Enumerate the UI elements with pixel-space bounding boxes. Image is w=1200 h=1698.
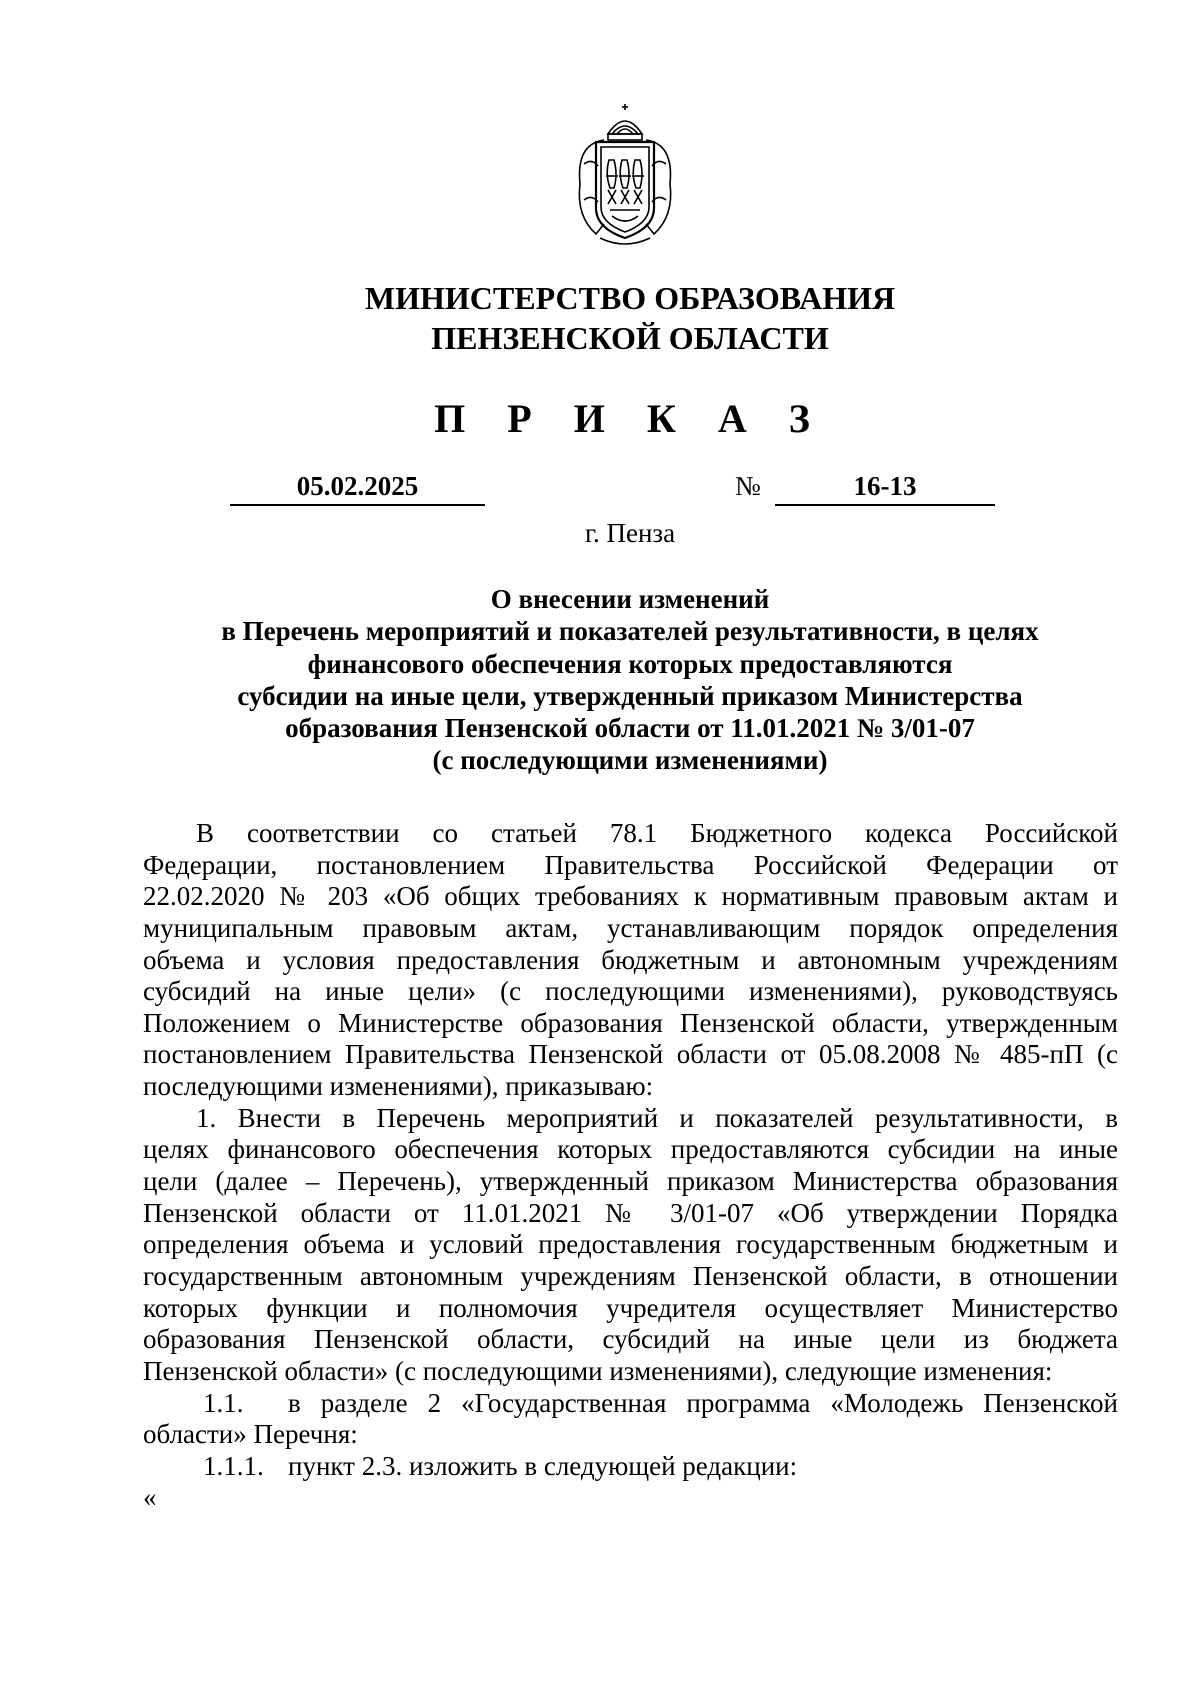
preamble-line: Федерации, постановлением Правительства Российской Федерации от xyxy=(143,849,1118,880)
subject-line: финансового обеспечения которых предоставляются xyxy=(307,648,953,679)
preamble-line: объема и условия предоставления бюджетным и автономным учреждениям xyxy=(143,944,1118,975)
item1-1-1-text: пункт 2.3. изложить в следующей редакции: xyxy=(288,1450,798,1481)
city-name: г. Пенза xyxy=(584,518,676,548)
subject-line: в Перечень мероприятий и показателей результативности, в целях xyxy=(221,616,1039,647)
order-body xyxy=(143,818,1118,1514)
quote-open-mark: « xyxy=(143,1482,157,1513)
preamble-line: В соответствии со статьей 78.1 Бюджетного кодекса Российской xyxy=(196,818,1118,848)
item1-1-line2: области» Перечня: xyxy=(143,1419,358,1450)
ministry-name-line1: МИНИСТЕРСТВО ОБРАЗОВАНИЯ xyxy=(364,280,896,316)
subject-line: О внесении изменений xyxy=(490,584,770,614)
ministry-name-line2: ПЕНЗЕНСКОЙ ОБЛАСТИ xyxy=(431,320,829,356)
preamble-line: муниципальным правовым актам, устанавливающим порядок определения xyxy=(143,912,1118,943)
item1-line: Пензенской области от 11.01.2021 № 3/01-07 «Об утверждении Порядка xyxy=(143,1197,1118,1228)
item1-line: которых функции и полномочия учредителя осуществляет Министерство xyxy=(143,1292,1118,1323)
item1-1-text: в разделе 2 «Государственная программа «Молодежь Пензенской xyxy=(288,1387,1118,1418)
item1-1-1-line xyxy=(143,1451,1118,1483)
item1-line: целях финансового обеспечения которых предоставляются субсидии на иные xyxy=(143,1134,1118,1165)
item1-line: образования Пензенской области, субсидий на иные цели из бюджета xyxy=(143,1324,1118,1355)
order-date: 05.02.2025 xyxy=(230,468,485,506)
subject-line: образования Пензенской области от 11.01.2021 № 3/01-07 xyxy=(285,713,975,744)
item1-1-1-number: 1.1.1. xyxy=(203,1450,264,1481)
document-type-title: П Р И К А З xyxy=(434,396,826,441)
preamble-line: последующими изменениями), приказываю: xyxy=(143,1071,654,1102)
item1-line: государственным автономным учреждениям Пензенской области, в отношении xyxy=(143,1260,1118,1291)
number-sign: № xyxy=(735,471,761,501)
preamble-line: Положением о Министерстве образования Пензенской области, утвержденным xyxy=(143,1007,1118,1038)
preamble-line: 22.02.2020 № 203 «Об общих требованиях к нормативным правовым актам и xyxy=(143,881,1118,912)
subject-line: (с последующими изменениями) xyxy=(432,745,828,776)
item1-line: 1. Внести в Перечень мероприятий и показателей результативности, в xyxy=(196,1102,1118,1133)
item1-1-line xyxy=(143,1388,1118,1420)
subject-line: субсидии на иные цели, утвержденный приказом Министерства xyxy=(237,680,1023,711)
order-subject xyxy=(0,583,1200,777)
item1-1-number: 1.1. xyxy=(203,1387,244,1418)
coat-of-arms-emblem xyxy=(570,104,680,250)
item1-line: Пензенской области» (с последующими изменениями), следующие изменения: xyxy=(143,1355,1053,1386)
preamble-line: постановлением Правительства Пензенской области от 05.08.2008 № 485-пП (с xyxy=(143,1039,1118,1070)
order-number: 16-13 xyxy=(775,468,995,506)
preamble-line: субсидий на иные цели» (с последующими изменениями), руководствуясь xyxy=(143,976,1118,1007)
item1-line: цели (далее – Перечень), утвержденный приказом Министерства образования xyxy=(143,1166,1118,1197)
item1-line: определения объема и условий предоставления государственным бюджетным и xyxy=(143,1229,1118,1260)
